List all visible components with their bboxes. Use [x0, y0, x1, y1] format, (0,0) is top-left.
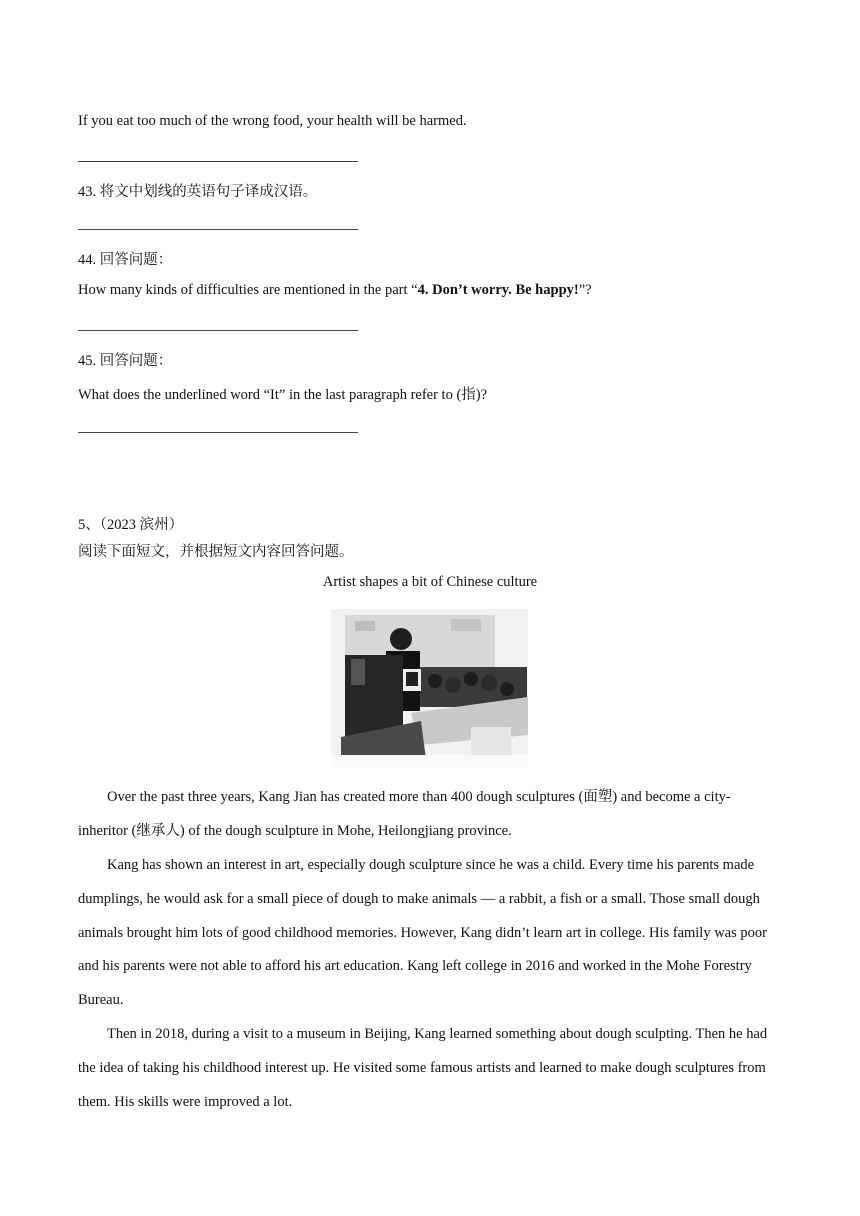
- section5-header: 5、（2023 滨州）: [78, 517, 184, 533]
- q43-answer-blank: [78, 229, 358, 230]
- article-title: Artist shapes a bit of Chinese culture: [322, 574, 538, 590]
- section5-instruction: 阅读下面短文，并根据短文内容回答问题。: [78, 544, 354, 560]
- q44-line: [78, 248, 172, 269]
- q44-question: [78, 282, 592, 299]
- q44-instruction: 回答问题：: [99, 252, 173, 268]
- article-photo: [331, 609, 528, 767]
- q45-instruction: 回答问题：: [99, 353, 173, 369]
- q44-question-bold: 4. Don’t worry. Be happy!: [417, 282, 579, 298]
- q45-line: [78, 349, 172, 370]
- q43-number: 43.: [78, 184, 97, 200]
- q44-question-before: How many kinds of difficulties are mentioned in the part “: [78, 282, 418, 298]
- paragraph-3: Then in 2018, during a visit to a museum in Beijing, Kang learned something about dough sculpting. Then he had the idea of taking his childhood interest up. He visited some famous artists and learned to make dough sculptures from them. His skills were improved a lot.: [78, 1026, 768, 1110]
- q44-answer-blank: [78, 330, 358, 331]
- q43-line: [78, 180, 317, 201]
- q44-question-after: ”?: [578, 282, 592, 298]
- q42-answer-sentence: If you eat too much of the wrong food, your health will be harmed.: [78, 113, 467, 129]
- q43-instruction: 将文中划线的英语句子译成汉语。: [99, 184, 318, 200]
- q44-number: 44.: [78, 252, 97, 268]
- q45-question: What does the underlined word “It” in the last paragraph refer to (指)?: [78, 387, 488, 403]
- paragraph-1: Over the past three years, Kang Jian has created more than 400 dough sculptures (面塑) and become a city-inheritor (继承人) of the dough sculpture in Mohe, Heilongjiang province.: [78, 789, 731, 839]
- paragraph-2: Kang has shown an interest in art, especially dough sculpture since he was a child. Every time his parents made dumplings, he would ask for a small piece of dough to make animals — a rabbit, a fish or a small. Those small dough animals brought him lots of good childhood memories. However, Kang didn’t learn art in college. His family was poor and his parents were not able to afford his art education. Kang left college in 2016 and worked in the Mohe Forestry Bureau.: [78, 857, 767, 1009]
- q45-number: 45.: [78, 353, 97, 369]
- q45-answer-blank: [78, 432, 358, 433]
- q42-answer-blank: [78, 161, 358, 162]
